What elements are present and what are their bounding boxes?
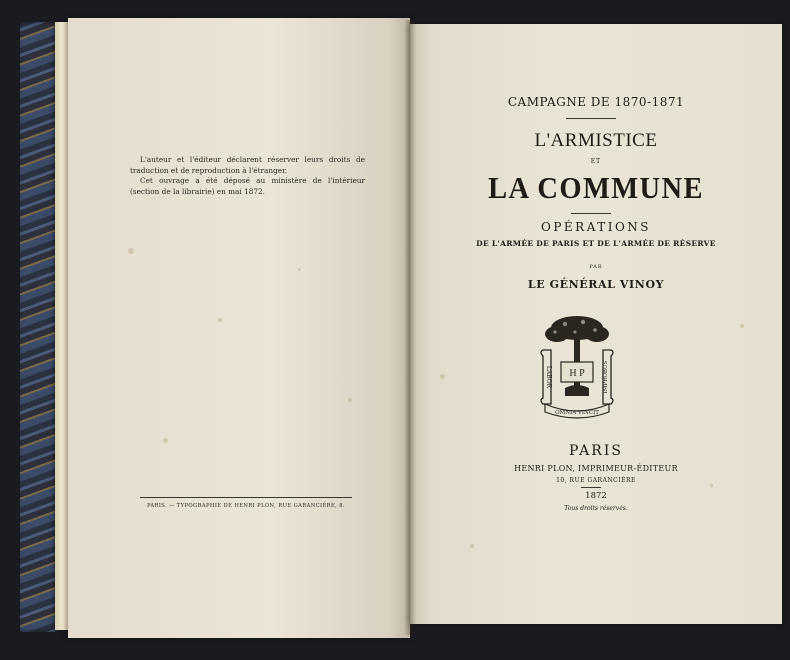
printer-imprint: PARIS. — TYPOGRAPHIE DE HENRI PLON, RUE GARANCIÈRE, 8. xyxy=(146,503,346,509)
title-conjunction: ET xyxy=(590,158,602,165)
notice-line: Cet ouvrage a été déposé au ministère de l'intérieur (section de la librairie) en mai 1872. xyxy=(130,176,365,196)
subtitle: OPÉRATIONS xyxy=(540,220,652,234)
bookmark-ribbon xyxy=(55,22,69,630)
author-name: LE GÉNÉRAL VINOY xyxy=(527,278,665,291)
emblem-motto-left: LABOR xyxy=(545,365,552,389)
publication-city: PARIS xyxy=(569,443,623,459)
notice-line: L'auteur et l'éditeur déclarent réserver leurs droits de traduction et de reproduction à l'étranger. xyxy=(130,155,365,175)
title-line-2: LA COMMUNE xyxy=(488,170,704,205)
left-page xyxy=(68,18,410,638)
emblem-motto-right: IMPROBUS xyxy=(603,360,609,394)
campaign-heading: CAMPAGNE DE 1870-1871 xyxy=(507,95,685,109)
emblem-monogram: H P xyxy=(569,368,585,379)
subtitle-detail: DE L'ARMÉE DE PARIS ET DE L'ARMÉE DE RÉSERVE xyxy=(476,239,716,248)
emblem-motto-bottom: OMNIA VINCIT xyxy=(555,410,599,416)
title-line-1: L'ARMISTICE xyxy=(534,130,658,151)
book-gutter xyxy=(404,20,416,635)
year-rule xyxy=(581,487,601,488)
imprint-rule xyxy=(140,497,352,498)
title-rule xyxy=(566,118,616,119)
rights-notice xyxy=(130,155,365,197)
publisher-address: 10, RUE GARANCIÈRE xyxy=(556,477,636,484)
rights-reserved: Tous droits réservés. xyxy=(564,505,628,512)
publisher: HENRI PLON, IMPRIMEUR-ÉDITEUR xyxy=(514,464,678,473)
printer-emblem xyxy=(535,312,619,424)
publication-year: 1872 xyxy=(585,491,607,501)
subtitle-rule xyxy=(571,213,611,214)
by-line: PAR xyxy=(589,264,603,270)
marbled-endpaper xyxy=(20,22,58,632)
